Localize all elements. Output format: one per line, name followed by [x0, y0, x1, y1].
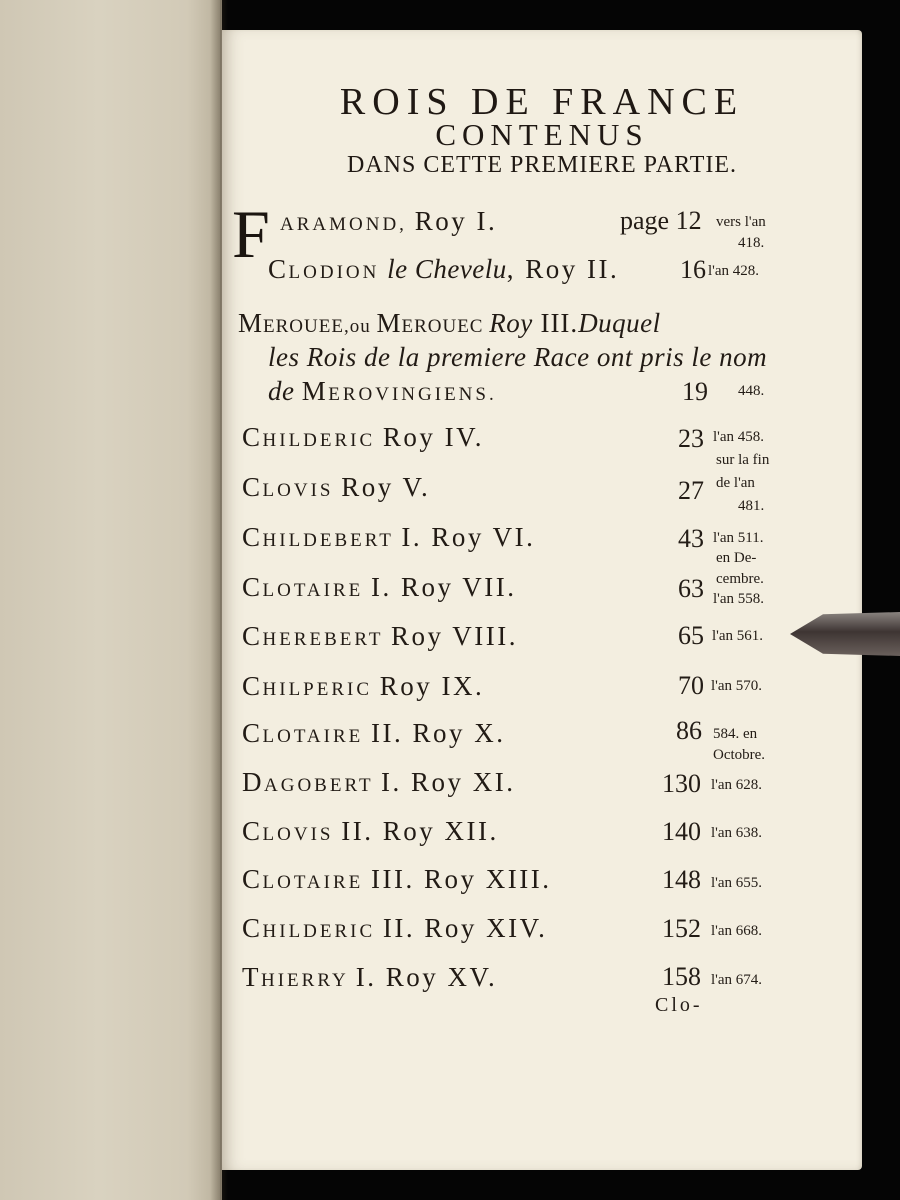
king-initial: C	[242, 621, 263, 651]
date-note: 481.	[738, 498, 765, 514]
king-name: HILPERIC	[262, 679, 380, 700]
date-note: l'an 558.	[713, 591, 765, 607]
list-item	[242, 472, 430, 503]
king-name-alt: EROUEC	[401, 316, 490, 337]
king-name: LOTAIRE	[262, 872, 372, 893]
king-name: LODION	[288, 262, 388, 283]
list-item	[242, 422, 484, 453]
page-subtitle: CONTENUS	[435, 117, 649, 152]
king-initial: C	[242, 422, 263, 452]
list-item	[242, 522, 535, 553]
king-initial: C	[268, 254, 289, 284]
king-name: HILDERIC	[262, 921, 383, 942]
king-title: I. Roy VI.	[401, 522, 536, 552]
page-number: page 12	[620, 206, 702, 235]
king-name: HILDERIC	[262, 430, 383, 451]
page-subtitle-2: DANS CETTE PREMIERE PARTIE.	[346, 152, 738, 178]
drop-cap: F	[232, 196, 270, 272]
page-number: 23	[678, 424, 704, 453]
date-note: sur la fin	[716, 452, 770, 468]
king-name: LOTAIRE	[262, 726, 372, 747]
king-title: Roy VIII.	[390, 621, 518, 651]
king-initial: C	[242, 671, 263, 701]
entry-text: Duquel	[578, 308, 661, 338]
list-item	[280, 206, 497, 237]
date-note: 584. en	[713, 726, 758, 742]
list-item	[242, 718, 506, 749]
king-title: Roy IX.	[379, 671, 485, 701]
date-note: l'an 428.	[708, 263, 760, 279]
king-name: LOTAIRE	[262, 580, 372, 601]
king-title: II. Roy XII.	[341, 816, 499, 846]
page-number: 19	[682, 377, 708, 406]
list-item	[242, 864, 551, 895]
king-title: Roy IV.	[382, 422, 484, 452]
entry-text: de	[268, 376, 302, 406]
page-number: 152	[662, 914, 701, 943]
list-item	[242, 913, 547, 944]
king-title: Roy I.	[414, 206, 498, 236]
page-number: 70	[678, 671, 704, 700]
list-item	[238, 308, 661, 339]
entry-text: les Rois de la premiere Race ont pris le nom	[268, 342, 768, 372]
king-title: Roy V.	[341, 472, 431, 502]
list-item	[242, 816, 499, 847]
date-note: l'an 655.	[711, 875, 763, 891]
king-initial: C	[242, 522, 263, 552]
king-title: I. Roy VII.	[371, 572, 517, 602]
date-note: l'an 668.	[711, 923, 763, 939]
king-name: AGOBERT	[264, 775, 381, 796]
king-name: HILDEBERT	[262, 530, 402, 551]
page-number: 158	[662, 962, 701, 991]
king-initial: T	[242, 962, 261, 992]
king-initial: C	[242, 472, 263, 502]
list-item	[242, 621, 518, 652]
date-note: l'an 570.	[711, 678, 763, 694]
king-title: I. Roy XI.	[381, 767, 516, 797]
king-name: HEREBERT	[262, 629, 391, 650]
page-title: ROIS DE FRANCE	[339, 81, 745, 123]
king-name: LOVIS	[262, 480, 342, 501]
page-number: 65	[678, 621, 704, 650]
king-name: LOVIS	[262, 824, 342, 845]
date-note: l'an 561.	[712, 628, 764, 644]
date-note: vers l'an	[716, 214, 766, 230]
left-page	[0, 0, 222, 1200]
page-number: 140	[662, 817, 701, 846]
date-note: de l'an	[716, 475, 755, 491]
king-name: EROVINGIENS.	[328, 384, 497, 405]
date-note: l'an 458.	[713, 429, 765, 445]
catchword: Clo-	[655, 994, 703, 1016]
king-title: II. Roy X.	[371, 718, 506, 748]
date-note: 448.	[738, 383, 765, 399]
king-name: ARAMOND,	[280, 214, 415, 235]
king-initial: D	[242, 767, 264, 797]
king-initial: M	[238, 308, 264, 338]
list-item	[242, 962, 497, 993]
king-initial: M	[376, 308, 402, 338]
date-note: l'an 638.	[711, 825, 763, 841]
list-item	[242, 671, 484, 702]
list-item	[242, 572, 517, 603]
date-note: l'an 511.	[713, 530, 764, 546]
king-initial: M	[301, 376, 329, 406]
king-title: II. Roy XIV.	[382, 913, 548, 943]
date-note: en De-	[716, 550, 757, 566]
date-note: l'an 674.	[711, 972, 763, 988]
king-title: , Roy II.	[506, 254, 620, 284]
king-title: Roy	[489, 308, 533, 338]
king-title: I. Roy XV.	[355, 962, 498, 992]
king-epithet: le Chevelu	[387, 254, 507, 284]
page-number: 86	[676, 716, 702, 745]
king-initial: C	[242, 718, 263, 748]
king-title: III. Roy XIII.	[371, 864, 552, 894]
king-initial: C	[242, 572, 263, 602]
king-name: HIERRY	[261, 970, 356, 991]
list-item	[268, 376, 497, 407]
page-number: 130	[662, 769, 701, 798]
king-number: III.	[532, 308, 579, 338]
date-note: 418.	[738, 235, 765, 251]
page-number: 16	[680, 255, 706, 284]
king-name: EROUEE,ou	[263, 316, 377, 337]
king-initial: C	[242, 864, 263, 894]
date-note: l'an 628.	[711, 777, 763, 793]
list-item	[268, 254, 619, 285]
date-note: Octobre.	[713, 747, 766, 763]
king-initial: C	[242, 816, 263, 846]
list-item	[242, 767, 516, 798]
page-number: 148	[662, 865, 701, 894]
king-initial: C	[242, 913, 263, 943]
page-number: 43	[678, 524, 704, 553]
page-number: 63	[678, 574, 704, 603]
date-note: cembre.	[716, 571, 764, 587]
page-number: 27	[678, 476, 704, 505]
